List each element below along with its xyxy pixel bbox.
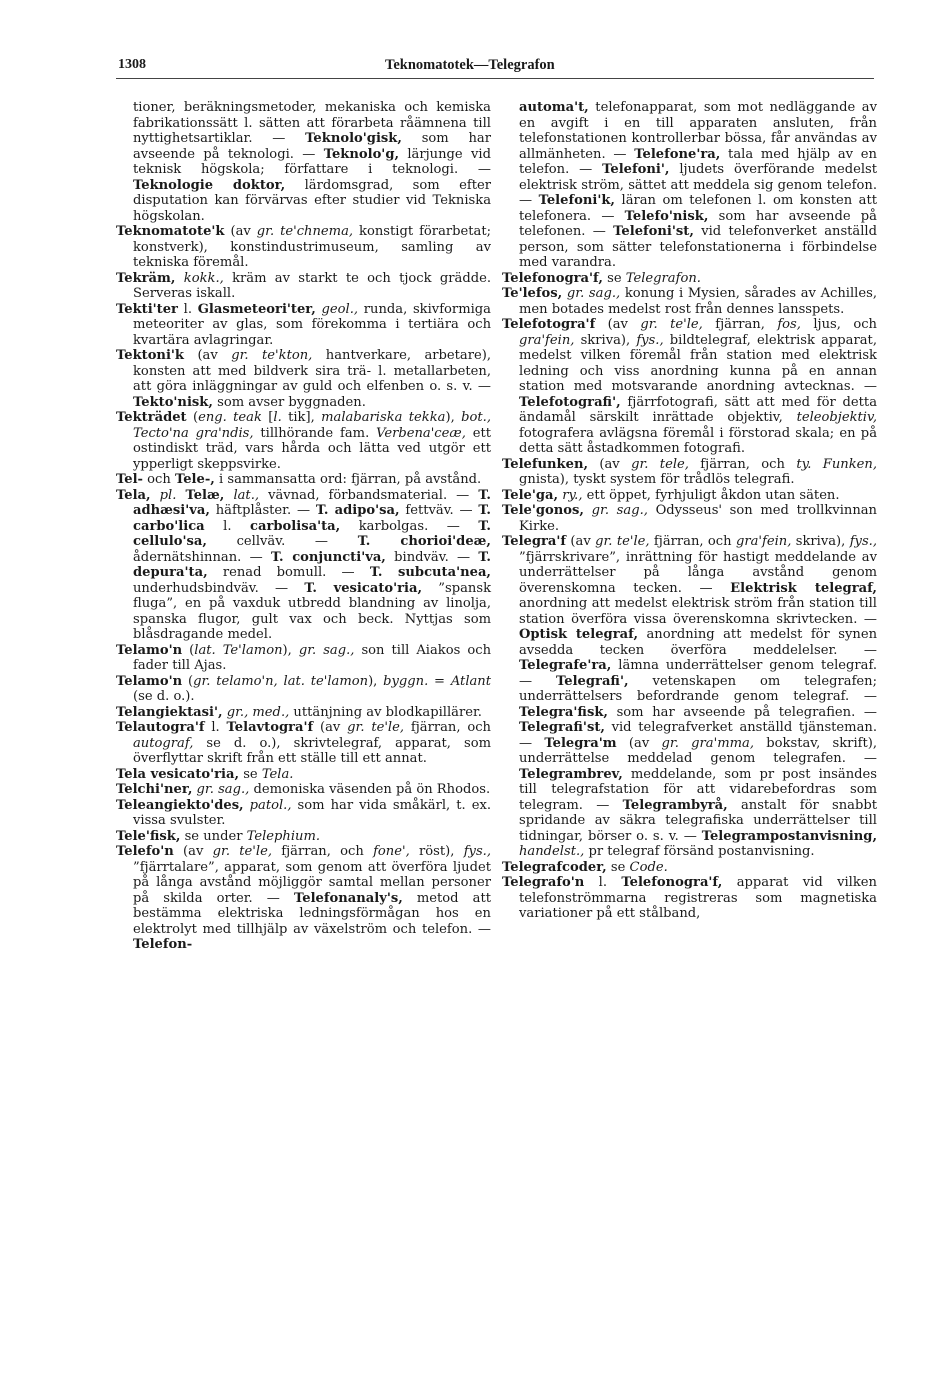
dictionary-entry: Telefunken, (av gr. tele, fjärran, och ty. Funken, gnista), tyskt system för trådlös telegrafi. [502,456,877,487]
dictionary-entry: Tel- och Tele-, i sammansatta ord: fjärran, på avstånd. [116,472,482,487]
dictionary-entry: Telegrafcoder, se Code. [502,859,668,875]
left-column [116,100,491,953]
header-rule [116,78,874,79]
dictionary-entry: Te'lefos, gr. sag., konung i Mysien, sårades av Achilles, men botades medelst rost från dennes lansspets. [502,286,878,317]
dictionary-entry: Telangiektasi', gr., med., uttänjning av blodkapillärer. [116,704,482,720]
dictionary-entry: Tela, pl. Telæ, lat., vävnad, förbandsmaterial. — T. adhæsi'va, häftplåster. — T. adipo'sa, fettväv. — T. carbo'lica l. carbolisa'ta, karbolgas. — T. cellulo'sa, cellväv. — T. chorioi'deæ, ådernätshinnan. — T. conjuncti'va, bindväv. — T. depura'ta, renad bomull. — T. subcuta'nea, underhudsbindväv. — T. vesicato'ria, ”spansk fluga”, en på vaxduk utbredd blandning av linolja, spanska flugor, gult vax och beck. Nyttjas som blåsdragande medel. [116,487,491,642]
dictionary-entry: Telefotogra'f (av gr. te'le, fjärran, fos, ljus, och gra'fein, skriva), fys., bildtelegraf, elektrisk apparat, medelst vilken föremål från station med elektrisk ledning och viss anordning kunna på en annan station med motsvarande anordning avtecknas. — Telefotografi', fjärrfotografi, sätt att med för detta ändamål särskilt inrättade objektiv, teleobjektiv, fotografera avlägsna föremål i förstorad skala; en på detta sätt åstadkommen fotografi. [502,317,877,456]
dictionary-entry: Tektoni'k (av gr. te'kton, hantverkare, arbetare), konsten att med bildverk sira trä- l. metallarbeten, att göra inläggningar av guld och elfenben o. s. v. — Tekto'nisk, som avser byggnaden. [116,348,492,410]
dictionary-entry: Tele'ga, ry., ett öppet, fyrhjuligt åkdon utan säten. [502,487,840,503]
dictionary-entry: Telefonogra'f, se Telegrafon. [502,270,701,286]
dictionary-entry: Teknomatote'k (av gr. te'chnema, konstigt förarbetat; konstverk), konstindustrimuseum, samling av tekniska föremål. [116,224,492,270]
dictionary-entry: Telamo'n (lat. Te'lamon), gr. sag., son till Aiakos och fader till Ajas. [116,642,491,673]
dictionary-entry: Tekträdet (eng. teak [l. tik], malabariska tekka), bot., Tecto'na gra'ndis, tillhörande fam. Verbena'ceæ, ett ostindiskt träd, vars hårda och lätta ved utgör ett ypperligt skeppsvirke. [116,410,491,472]
page-number: 1308 [118,57,146,72]
dictionary-entry: automa't, telefonapparat, som mot nedläggande av en avgift i en till apparaten ansluten, från telefonstationen kontrollerbar bössa, får användas av allmänheten. — Telefone'ra, tala med hjälp av en telefon. — Telefoni', ljudets överförande medelst elektrisk ström, sättet att meddela sig genom telefon. — Telefoni'k, läran om telefonen l. om konsten att telefonera. — Telefo'nisk, som har avseende på telefonen. — Telefoni'st, vid telefonverket anställd person, som sätter telefonstationerna i förbindelse med varandra. [519,100,877,270]
dictionary-entry: tioner, beräkningsmetoder, mekaniska och kemiska fabrikationssätt l. sätten att förarbeta råämnena till nyttighetsartiklar. — Teknolo'gisk, som har avseende på teknologi. — Teknolo'g, lärjunge vid teknisk högskola; författare i teknologi. — Teknologie doktor, lärdomsgrad, som efter disputation kan förvärvas efter studier vid Tekniska högskolan. [133,100,492,224]
dictionary-entry: Tekräm, kokk., kräm av starkt te och tjock grädde. Serveras iskall. [116,270,491,301]
right-column [502,100,877,922]
dictionary-entry: Telegrafo'n l. Telefonogra'f, apparat vid vilken telefonströmmarna registreras som magnetiska variationer på ett stålband, [502,875,877,921]
running-head: Teknomatotek—Telegrafon [385,57,555,73]
dictionary-entry: Telautogra'f l. Telavtogra'f (av gr. te'le, fjärran, och autograf, se d. o.), skrivtelegraf, apparat, som överflyttar skrift från ett ställe till ett annat. [116,720,491,766]
dictionary-entry: Tele'gonos, gr. sag., Odysseus' son med trollkvinnan Kirke. [502,503,877,534]
dictionary-entry: Tela vesicato'ria, se Tela. [116,766,294,782]
dictionary-entry: Teleangiekto'des, patol., som har vida småkärl, t. ex. vissa svulster. [116,797,491,828]
dictionary-entry: Tele'fisk, se under Telephium. [116,828,321,844]
dictionary-entry: Telegra'f (av gr. te'le, fjärran, och gra'fein, skriva), fys., ”fjärrskrivare”, inrättning för hastigt meddelande av underrättelser på långa avstånd genom överenskomna tecken. — Elektrisk telegraf, anordning att medelst elektrisk ström från station till station överföra vissa överenskomna skrivtecken. — Optisk telegraf, anordning att medelst för synen avsedda tecken överföra meddelelser. — Telegrafe'ra, lämna underrättelser genom telegraf. — Telegrafi', vetenskapen om telegrafen; underrättelsers befordrande genom telegraf. — Telegra'fisk, som har avseende på telegrafien. — Telegrafi'st, vid telegrafverket anställd tjänsteman. — Telegra'm (av gr. gra'mma, bokstav, skrift), underrättelse meddelad genom telegrafen. — Telegrambrev, meddelande, som pr post insändes till telegrafstation för att vidarebefordras som telegram. — Telegrambyrå, anstalt för snabbt spridande av säkra telegrafiska underrättelser till tidningar, börser o. s. v. — Telegrampostanvisning, handelst., pr telegraf försänd postanvisning. [502,534,878,859]
dictionary-entry: Telamo'n (gr. telamo'n, lat. te'lamon), byggn. = Atlant (se d. o.). [116,673,492,704]
dictionary-entry: Telchi'ner, gr. sag., demoniska väsenden på ön Rhodos. [116,782,491,797]
dictionary-entry: Telefo'n (av gr. te'le, fjärran, och fone', röst), fys., ”fjärrtalare”, apparat, som genom att överföra ljudet på långa avstånd möjliggör samtal mellan personer på skilda orter. — Telefonanaly's, metod att bestämma elektriska ledningsförmågan hos en elektrolyt med tillhjälp av växelström och telefon. — Telefon- [116,844,491,952]
dictionary-entry: Tekti'ter l. Glasmeteori'ter, geol., runda, skivformiga meteoriter av glas, som förekomma i tertiära och kvartära avlagringar. [116,301,491,348]
